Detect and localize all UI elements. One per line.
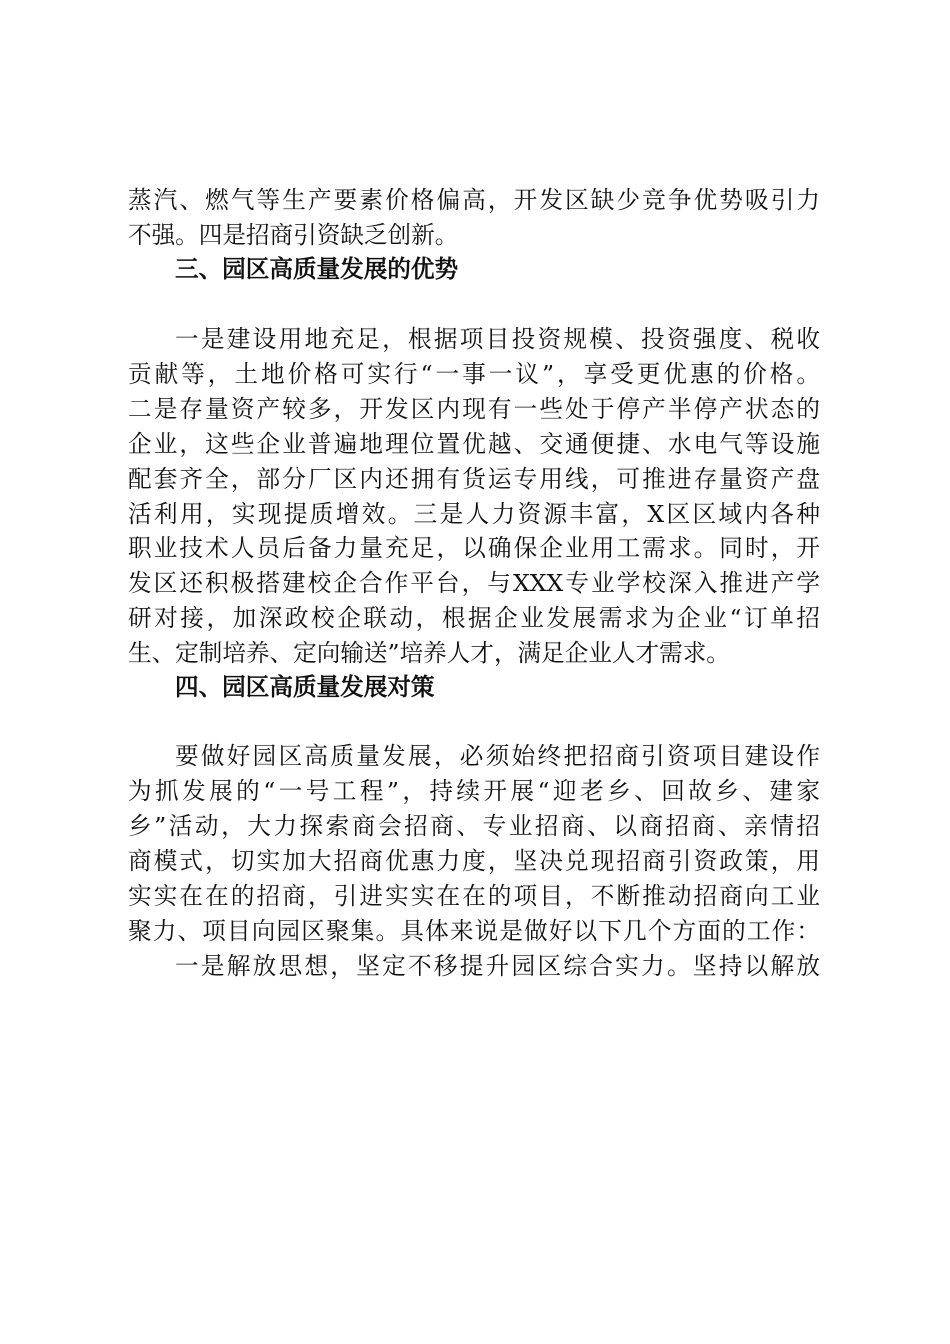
body-text-line: 活利用，实现提质增效。三是人力资源丰富，X区区域内各种 <box>128 500 820 528</box>
body-text-line: 二是存量资产较多，开发区内现有一些处于停产半停产状态的 <box>128 395 820 423</box>
body-text-line: 研对接，加深政校企联动，根据企业发展需求为企业“订单招 <box>128 604 820 632</box>
body-text-line: 蒸汽、燃气等生产要素价格偏高，开发区缺少竞争优势吸引力 <box>128 186 820 214</box>
body-text-line: 贡献等，土地价格可实行“一事一议”，享受更优惠的价格。 <box>128 360 820 388</box>
body-text-line: 一是建设用地充足，根据项目投资规模、投资强度、税收 <box>175 325 820 353</box>
body-text-line: 聚力、项目向园区聚集。具体来说是做好以下几个方面的工作： <box>128 917 820 945</box>
body-text-line: 实实在在的招商，引进实实在在的项目，不断推动招商向工业 <box>128 882 820 910</box>
body-text-line: 发区还积极搭建校企合作平台，与XXX专业学校深入推进产学 <box>128 569 820 597</box>
body-text-line: 不强。四是招商引资缺乏创新。 <box>128 221 459 249</box>
body-text-line: 商模式，切实加大招商优惠力度，坚决兑现招商引资政策，用 <box>128 847 820 875</box>
section-heading: 四、园区高质量发展对策 <box>175 673 435 701</box>
section-heading: 三、园区高质量发展的优势 <box>175 255 459 283</box>
body-text-line: 配套齐全，部分厂区内还拥有货运专用线，可推进存量资产盘 <box>128 465 820 493</box>
body-text-line: 企业，这些企业普遍地理位置优越、交通便捷、水电气等设施 <box>128 430 820 458</box>
body-text-line: 生、定制培养、定向输送”培养人才，满足企业人才需求。 <box>128 639 730 667</box>
body-text-line: 为抓发展的“一号工程”，持续开展“迎老乡、回故乡、建家 <box>128 777 820 805</box>
body-text-line: 一是解放思想，坚定不移提升园区综合实力。坚持以解放 <box>175 952 820 980</box>
body-text-line: 要做好园区高质量发展，必须始终把招商引资项目建设作 <box>175 742 820 770</box>
body-text-line: 职业技术人员后备力量充足，以确保企业用工需求。同时，开 <box>128 534 820 562</box>
body-text-line: 乡”活动，大力探索商会招商、专业招商、以商招商、亲情招 <box>128 812 820 840</box>
